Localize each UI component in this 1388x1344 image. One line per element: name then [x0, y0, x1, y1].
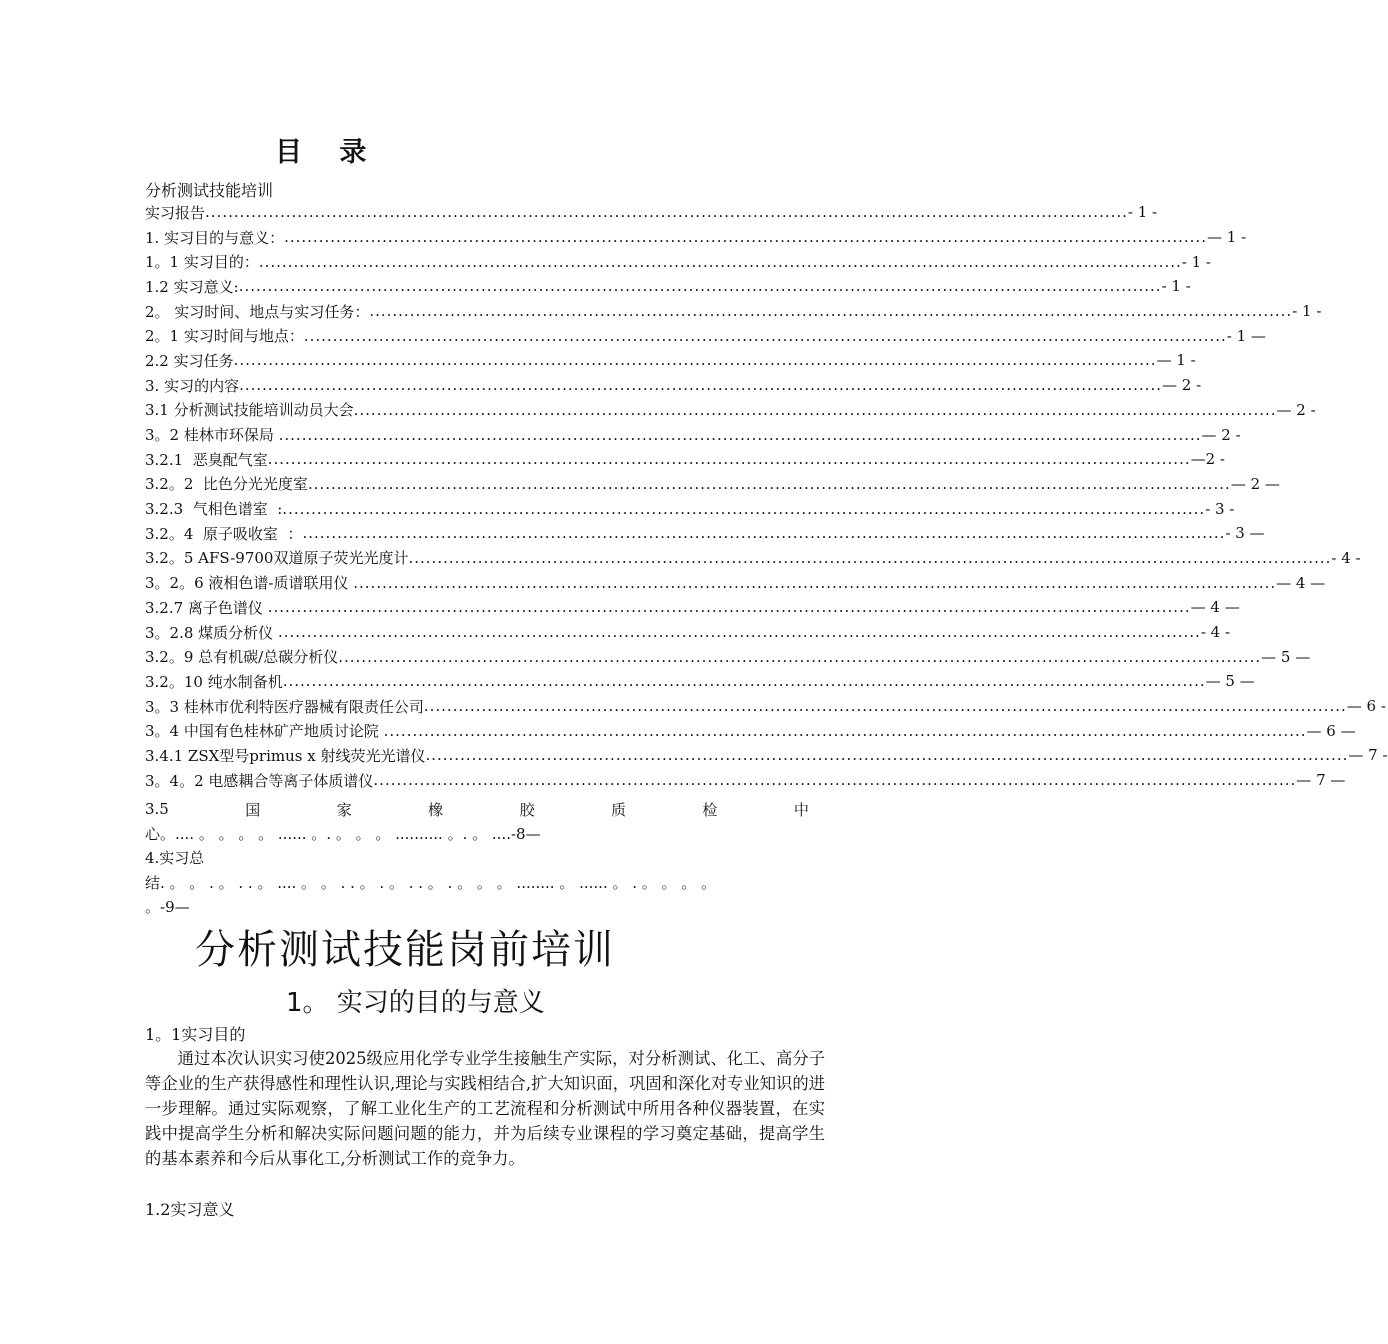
toc-entry[interactable] [145, 595, 1240, 620]
toc-entry[interactable] [145, 570, 1326, 595]
toc-dot-leader: ................................................................................................................................................................ [282, 499, 1206, 518]
toc-dot-leader: ................................................................................................................................................................ [278, 425, 1202, 444]
toc-entry-page: - 4 - [1200, 623, 1231, 642]
toc-entry-label: 3. 实习的内容 [145, 376, 240, 395]
toc-entry-label: 3.2。4 原子吸收室 ： [145, 524, 303, 543]
toc-entry-page: — 5 — [1261, 647, 1311, 666]
toc-entry-page: - 3 - [1205, 499, 1235, 518]
toc-entry-page: - 4 - [1331, 548, 1361, 567]
section-title: 1。 实习的目的与意义 [286, 988, 545, 1018]
toc-entry-label: 2。1 实习时间与地点： [145, 327, 304, 346]
toc-entry-page: — 1 - [1206, 228, 1247, 247]
toc-dot-leader: ................................................................................................................................................................ [205, 203, 1128, 222]
toc-entry-4-line2: 结. 。 。 . 。 . . 。 .... 。 。 . . 。 . 。 . . 。 . 。 。 。 ........ 。 ...... 。 . 。 。 。 。 [145, 873, 717, 892]
toc-entry-page: — 7 — [1296, 771, 1346, 790]
toc-entry[interactable] [145, 669, 1255, 694]
toc-entry[interactable] [145, 620, 1231, 645]
toc-entry-page: — 4 — [1276, 573, 1326, 592]
toc-entry-label: 3.4.1 ZSX型号primus x 射线荧光光谱仪 [145, 746, 426, 765]
toc-dot-leader: ................................................................................................................................................................ [239, 376, 1162, 395]
toc-entry-3-5-line2: 心。.... 。 。 。 。 ...... 。. 。 。 。 .......... 。. 。 ....-8— [145, 824, 541, 843]
toc-entry-page: — 2 - [1161, 376, 1202, 395]
toc-entry-3-5-word: 胶 [519, 800, 535, 819]
toc-entry-page: — 2 - [1276, 400, 1316, 419]
toc-entry[interactable] [145, 200, 1158, 225]
toc-dot-leader: ................................................................................................................................................................ [383, 721, 1307, 740]
toc-entry-label: 3。2.8 煤质分析仪 [145, 623, 278, 642]
toc-entry-3-5-word: 家 [336, 800, 352, 819]
toc-dot-leader: ................................................................................................................................................................ [338, 647, 1262, 666]
toc-entry-3-5-word: 质 [611, 800, 627, 819]
toc-entry-label: 2。 实习时间、地点与实习任务： [145, 302, 370, 321]
toc-entry-label: 3.2。2 比色分光光度室 [145, 475, 308, 494]
toc-entry-label: 3.2.1 恶臭配气室 [145, 450, 268, 469]
toc-entry[interactable] [145, 323, 1266, 348]
toc-dot-leader: ................................................................................................................................................................ [267, 598, 1191, 617]
toc-dot-leader: ................................................................................................................................................................ [238, 277, 1162, 296]
toc-dot-leader: ................................................................................................................................................................ [258, 252, 1182, 271]
toc-entry-label: 实习报告 [145, 203, 206, 222]
toc-entry[interactable] [145, 299, 1322, 324]
subsection-heading-1-1: 1。1实习目的 [145, 1025, 246, 1044]
toc-entry[interactable] [145, 496, 1235, 521]
toc-entry-3-5-word: 国 [245, 800, 261, 819]
toc-entry-3-5-word: 检 [702, 800, 718, 819]
toc-entry-page: — 5 — [1205, 672, 1255, 691]
toc-entry[interactable] [145, 644, 1311, 669]
toc-dot-leader: ................................................................................................................................................................ [425, 746, 1349, 765]
toc-entry-page: - 1 - [1292, 302, 1322, 321]
toc-entry-page: — 2 — [1230, 474, 1280, 493]
toc-entry-4-line3: 。-9— [145, 898, 190, 917]
toc-entry[interactable] [145, 447, 1225, 472]
toc-entry[interactable] [145, 398, 1316, 423]
toc-entry-label: 3。2 桂林市环保局 [145, 426, 279, 445]
toc-entry-label: 3。3 桂林市优利特医疗器械有限责任公司 [145, 697, 424, 716]
toc-entry-label: 3.2。10 纯水制备机 [145, 672, 283, 691]
toc-heading: 分析测试技能培训 [145, 181, 274, 200]
toc-entry[interactable] [145, 422, 1241, 447]
toc-dot-leader: ................................................................................................................................................................ [277, 623, 1201, 642]
toc-dot-leader: ................................................................................................................................................................ [373, 771, 1297, 790]
toc-dot-leader: ................................................................................................................................................................ [408, 548, 1332, 567]
toc-entry-label: 1。1 实习目的： [145, 253, 259, 272]
toc-dot-leader: ................................................................................................................................................................ [233, 351, 1157, 370]
toc-entry[interactable] [145, 249, 1211, 274]
toc-entry-3-5-word: 橡 [428, 800, 444, 819]
toc-entry[interactable] [145, 521, 1265, 546]
toc-entry-page: - 1 - [1161, 277, 1191, 296]
toc-entry-page: — 1 - [1156, 351, 1196, 370]
toc-entry-label: 2.2 实习任务 [145, 351, 234, 370]
toc-entry-label: 3.2。5 AFS-9700双道原子荧光光度计 [145, 549, 409, 568]
toc-entry[interactable] [145, 694, 1386, 719]
toc-entry-page: — 2 - [1201, 425, 1241, 444]
toc-entry-label: 3。2。6 液相色谱-质谱联用仪 [145, 574, 354, 593]
toc-dot-leader: ................................................................................................................................................................ [369, 302, 1293, 321]
toc-dot-leader: ................................................................................................................................................................ [284, 228, 1207, 247]
toc-title: 目 录 [275, 137, 381, 168]
toc-entry[interactable] [145, 373, 1202, 398]
toc-entry-3-5-line1 [145, 797, 809, 822]
toc-entry-page: — 7 - [1348, 746, 1388, 765]
toc-entry-page: —2 - [1190, 450, 1225, 469]
paragraph-1-1: 通过本次认识实习使2025级应用化学专业学生接触生产实际，对分析测试、化工、高分子等企业的生产获得感性和理性认识,理论与实践相结合,扩大知识面，巩固和深化对专业知识的进一步理解。通过实际观察，了解工业化生产的工艺流程和分析测试中所用各种仪器装置，在实践中提高学生分析和解决实际问题问题的能力，并为后续专业课程的学习奠定基础，提高学生的基本素养和今后从事化工,分析测试工作的竞争力。 [145, 1049, 825, 1168]
toc-entry-page: — 4 — [1190, 598, 1240, 617]
toc-entry-page: - 3 — [1225, 524, 1265, 543]
toc-entry[interactable] [145, 546, 1361, 571]
toc-entry-label: 1.2 实习意义: [145, 277, 239, 296]
toc-dot-leader: ................................................................................................................................................................ [423, 697, 1347, 716]
toc-entry-page: - 1 - [1127, 203, 1158, 222]
toc-dot-leader: ................................................................................................................................................................ [353, 573, 1277, 592]
toc-entry[interactable] [145, 348, 1196, 373]
toc-entry-label: 3.2。9 总有机碳/总碳分析仪 [145, 648, 339, 667]
toc-entry-page: - 1 - [1181, 252, 1211, 271]
toc-dot-leader: ................................................................................................................................................................ [303, 326, 1227, 345]
toc-entry-page: - 1 — [1226, 326, 1266, 345]
toc-dot-leader: ................................................................................................................................................................ [302, 524, 1226, 543]
toc-list [145, 200, 1388, 793]
toc-dot-leader: ................................................................................................................................................................ [353, 400, 1277, 419]
toc-entry-label: 3。4 中国有色桂林矿产地质讨论院 [145, 722, 384, 741]
toc-entry-label: 3.1 分析测试技能培训动员大会 [145, 401, 354, 420]
toc-entry-3-5-word: 中 [793, 800, 809, 819]
toc-dot-leader: ................................................................................................................................................................ [307, 474, 1231, 493]
toc-entry-3-5[interactable] [145, 797, 809, 846]
toc-entry-page: — 6 - [1346, 697, 1386, 716]
toc-entry[interactable] [145, 274, 1191, 299]
toc-entry[interactable] [145, 743, 1388, 768]
toc-dot-leader: ................................................................................................................................................................ [282, 672, 1206, 691]
toc-entry[interactable] [145, 472, 1280, 497]
toc-entry-label: 3。4。2 电感耦合等离子体质谱仪 [145, 771, 374, 790]
toc-entry[interactable] [145, 225, 1247, 250]
document-main-title: 分析测试技能岗前培训 [195, 927, 615, 973]
toc-entry[interactable] [145, 718, 1356, 743]
toc-entry-4-line1: 4.实习总 [145, 849, 205, 867]
toc-entry-label: 3.2.7 离子色谱仪 [145, 598, 268, 617]
toc-entry[interactable] [145, 768, 1346, 793]
toc-entry-label: 3.2.3 气相色谱室 : [145, 500, 283, 519]
toc-entry-page: — 6 — [1306, 721, 1356, 740]
toc-dot-leader: ................................................................................................................................................................ [267, 450, 1191, 469]
toc-entry-4[interactable] [145, 846, 809, 920]
subsection-heading-1-2: 1.2实习意义 [145, 1200, 235, 1219]
toc-entry-3-5-word: 3.5 [145, 800, 169, 819]
toc-entry-label: 1. 实习目的与意义： [145, 228, 285, 247]
